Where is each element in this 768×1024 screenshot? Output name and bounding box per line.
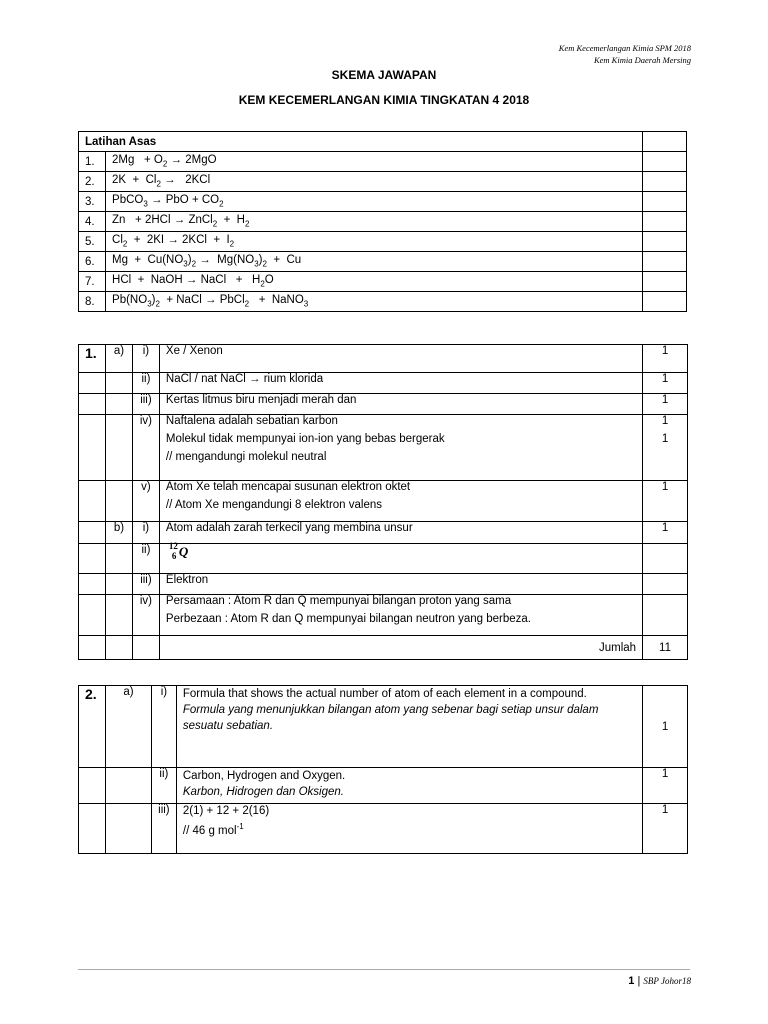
mark: 1 <box>643 804 688 854</box>
equation-8: $Pb(NO_3)_2$ + NaCl → PbCl$_2$ + NaNO$_3$ <box>106 292 643 312</box>
answer-text: Atom Xe telah mencapai susunan elektron oktet // Atom Xe mengandungi 8 elektron valens <box>159 481 642 522</box>
equation-7: HCl + NaOH → NaCl + $H_2O$ <box>106 272 643 292</box>
latihan-heading: Latihan Asas <box>79 132 643 152</box>
arrow-icon: → <box>164 174 176 187</box>
arrow-icon: → <box>173 214 186 227</box>
answer-text: Persamaan : Atom R dan Q mempunyai bilangan proton yang sama Perbezaan : Atom R dan Q mempunyai bilangan neutron yang berbeza. <box>159 595 642 636</box>
table-row: iii) Kertas litmus biru menjadi merah dan 1 <box>79 394 688 415</box>
total-value: 11 <box>643 636 688 660</box>
latihan-asas-table <box>78 131 687 312</box>
arrow-icon: → <box>199 254 211 267</box>
answer-text: Xe / Xenon <box>159 345 642 373</box>
question-number: 2. <box>79 686 106 768</box>
footer-source: SBP Johor18 <box>643 976 691 986</box>
answer-text: Elektron <box>159 574 642 595</box>
table-row: 1. 2Mg + $O_2 \to 2MgO$ <box>79 152 687 172</box>
total-label: Jumlah <box>159 636 642 660</box>
table-row: iii) Elektron <box>79 574 688 595</box>
table-row: 8. $Pb(NO_3)_2$ + NaCl → PbCl$_2$ + NaNO$_3$ <box>79 292 687 312</box>
table-row: 4. Zn + 2HCl → ZnCl$_2$ + $H_2$ <box>79 212 687 232</box>
mark: 1 <box>643 345 688 373</box>
mark: 1 <box>643 768 688 804</box>
table-row: 3. PbCO$_3$ → PbO + $CO_2$ <box>79 192 687 212</box>
answer-text: Naftalena adalah sebatian karbon Molekul tidak mempunyai ion-ion yang bebas bergerak // mengandungi molekul neutral <box>159 415 642 481</box>
page-footer: 1 | SBP Johor18 <box>628 975 691 987</box>
nuclide-notation: 12 6 Q <box>168 541 189 561</box>
mark: 1 <box>643 394 688 415</box>
mark: 1 1 <box>643 415 688 481</box>
arrow-icon: → <box>151 194 163 207</box>
doc-subtitle: KEM KECEMERLANGAN KIMIA TINGKATAN 4 2018 <box>238 93 530 107</box>
equation-4: Zn + 2HCl → ZnCl$_2$ + $H_2$ <box>106 212 643 232</box>
latihan-heading-row <box>79 132 687 152</box>
header-line-2: Kem Kimia Daerah Mersing <box>593 55 691 65</box>
table-row: 7. HCl + NaOH → NaCl + $H_2O$ <box>79 272 687 292</box>
question-2-table <box>78 685 688 854</box>
answer-text: Atom adalah zarah terkecil yang membina unsur <box>159 522 642 544</box>
table-row: b) i) Atom adalah zarah terkecil yang membina unsur 1 <box>79 522 688 544</box>
equation-1: 2Mg + $O_2 \to 2MgO$ <box>106 152 643 172</box>
answer-text: Carbon, Hydrogen and Oxygen. Karbon, Hidrogen dan Oksigen. <box>176 768 642 804</box>
table-row: 5. $Cl_2 + 2KI \to 2KCl + I_2$ <box>79 232 687 252</box>
table-row: ii) 12 6 Q <box>79 544 688 574</box>
answer-text: NaCl / nat NaCl → rium klorida <box>159 373 642 394</box>
table-row: iii) 2(1) + 12 + 2(16) // 46 g mol$^{-1}$ 1 <box>79 804 688 854</box>
footer-divider <box>78 969 690 970</box>
equation-6: $Mg + Cu(NO_3)_2 \to Mg(NO_3)_2 + Cu$ <box>106 252 643 272</box>
question-1-table <box>78 344 688 660</box>
answer-text: 2(1) + 12 + 2(16) // 46 g mol$^{-1}$ <box>176 804 642 854</box>
arrow-icon: → <box>249 373 261 385</box>
equation-5: $Cl_2 + 2KI \to 2KCl + I_2$ <box>106 232 643 252</box>
answer-text <box>159 541 642 574</box>
table-row: iv) Persamaan : Atom R dan Q mempunyai bilangan proton yang sama Perbezaan : Atom R dan Q mempunyai bilangan neutron yang berbeza. <box>79 595 688 636</box>
page-number: 1 <box>628 975 635 987</box>
equation-2: $2K + Cl_2$ → 2KCl <box>106 172 643 192</box>
table-row: 6. $Mg + Cu(NO_3)_2 \to Mg(NO_3)_2 + Cu$ <box>79 252 687 272</box>
header-line-1: Kem Kecemerlangan Kimia SPM 2018 <box>558 43 691 53</box>
table-row: 2. a) i) Formula that shows the actual number of atom of each element in a compound. Formula yang menunjukkan bilangan atom yang sebenar bagi setiap unsur dalam sesuatu sebatian. 1 <box>79 686 688 768</box>
mark: 1 <box>643 522 688 544</box>
table-row: ii) Carbon, Hydrogen and Oxygen. Karbon, Hidrogen dan Oksigen. 1 <box>79 768 688 804</box>
total-row <box>79 636 688 660</box>
table-row: ii) NaCl / nat NaCl → rium klorida 1 <box>79 373 688 394</box>
running-header <box>559 42 691 66</box>
table-row: v) Atom Xe telah mencapai susunan elektron oktet // Atom Xe mengandungi 8 elektron valens 1 <box>79 481 688 522</box>
table-row: 1. a) i) Xe / Xenon 1 <box>79 345 688 373</box>
table-row: iv) Naftalena adalah sebatian karbon Molekul tidak mempunyai ion-ion yang bebas bergerak // mengandungi molekul neutral 1 1 <box>79 415 688 481</box>
mark: 1 <box>643 686 688 768</box>
doc-title: SKEMA JAWAPAN <box>331 68 437 82</box>
answer-text: Kertas litmus biru menjadi merah dan <box>159 394 642 415</box>
table-row: 2. $2K + Cl_2$ → 2KCl <box>79 172 687 192</box>
answer-text: Formula that shows the actual number of atom of each element in a compound. Formula yang menunjukkan bilangan atom yang sebenar bagi setiap unsur dalam sesuatu sebatian. <box>176 686 642 768</box>
arrow-icon: → <box>205 294 217 307</box>
equation-3: PbCO$_3$ → PbO + $CO_2$ <box>106 192 643 212</box>
mark: 1 <box>643 481 688 522</box>
arrow-icon: → <box>185 274 198 287</box>
mark: 1 <box>643 373 688 394</box>
question-number: 1. <box>79 345 106 373</box>
arrow-icon: → <box>167 234 179 247</box>
arrow-icon: → <box>170 154 183 167</box>
